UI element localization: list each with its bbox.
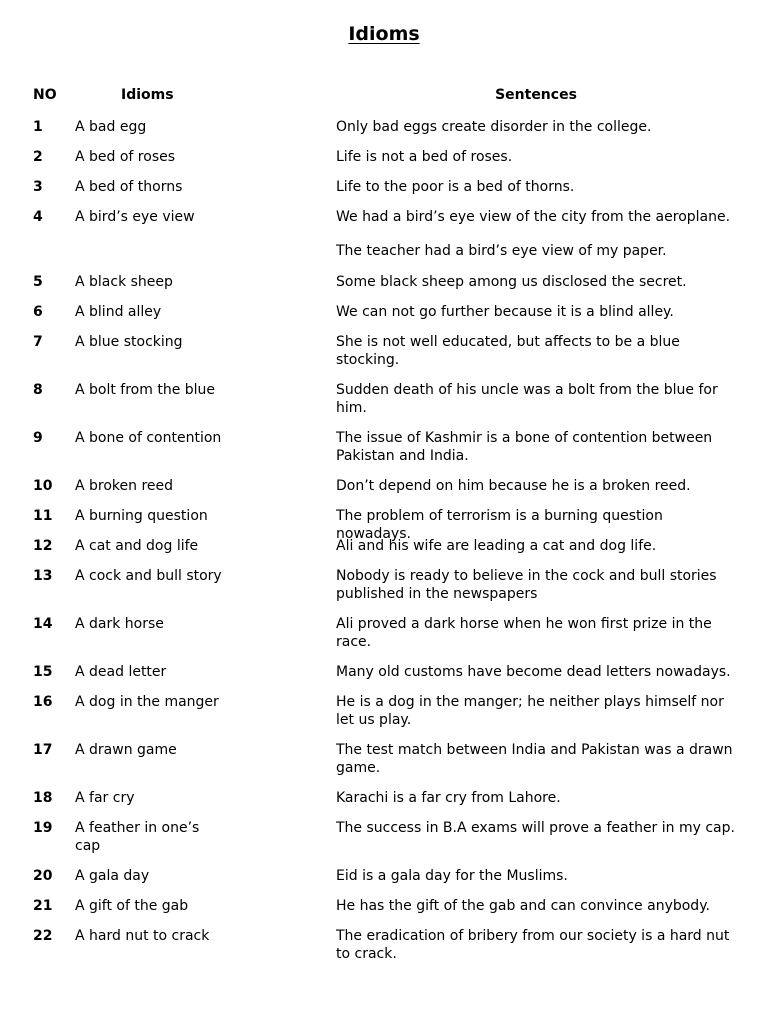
row-sentence: Many old customs have become dead letters nowadays. — [336, 664, 731, 680]
row-number: 11 — [33, 508, 53, 524]
row-sentence: The test match between India and Pakistan was a drawn game. — [336, 742, 733, 776]
row-sentence: Sudden death of his uncle was a bolt from the blue for him. — [336, 382, 718, 416]
row-number: 13 — [33, 568, 53, 584]
row-sentence: Only bad eggs create disorder in the college. — [336, 119, 652, 135]
row-idiom: A dead letter — [75, 664, 167, 680]
row-number: 1 — [33, 119, 43, 135]
row-number: 7 — [33, 334, 43, 350]
row-idiom: A bird’s eye view — [75, 209, 195, 225]
row-idiom: A feather in one’s cap — [75, 820, 200, 854]
row-number: 18 — [33, 790, 53, 806]
row-idiom: A cat and dog life — [75, 538, 199, 554]
row-idiom: A hard nut to crack — [75, 928, 210, 944]
row-number: 9 — [33, 430, 43, 446]
row-idiom: A black sheep — [75, 274, 173, 290]
row-number: 21 — [33, 898, 53, 914]
row-idiom: A bed of thorns — [75, 179, 183, 195]
row-number: 2 — [33, 149, 43, 165]
row-sentence: Nobody is ready to believe in the cock and bull stories published in the newspapers — [336, 568, 717, 602]
row-number: 20 — [33, 868, 53, 884]
row-number: 12 — [33, 538, 53, 554]
row-sentence: The problem of terrorism is a burning question nowadays. — [336, 508, 663, 542]
header-idioms: Idioms — [121, 87, 174, 103]
row-idiom: A bad egg — [75, 119, 147, 135]
row-number: 10 — [33, 478, 53, 494]
row-idiom: A blue stocking — [75, 334, 183, 350]
row-sentence: The eradication of bribery from our society is a hard nut to crack. — [336, 928, 730, 962]
row-sentence: He has the gift of the gab and can convince anybody. — [336, 898, 710, 914]
row-sentence: The issue of Kashmir is a bone of contention between Pakistan and India. — [336, 430, 713, 464]
row-idiom: A dark horse — [75, 616, 164, 632]
row-idiom: A cock and bull story — [75, 568, 222, 584]
row-sentence: Ali proved a dark horse when he won first prize in the race. — [336, 616, 712, 650]
row-idiom: A bolt from the blue — [75, 382, 216, 398]
row-sentence: He is a dog in the manger; he neither plays himself nor let us play. — [336, 694, 724, 728]
row-sentence: She is not well educated, but affects to be a blue stocking. — [336, 334, 680, 368]
row-sentence: Karachi is a far cry from Lahore. — [336, 790, 561, 806]
row-sentence: The teacher had a bird’s eye view of my paper. — [336, 243, 667, 259]
row-idiom: A drawn game — [75, 742, 177, 758]
row-idiom: A gift of the gab — [75, 898, 189, 914]
row-sentence: Don’t depend on him because he is a broken reed. — [336, 478, 691, 494]
row-number: 16 — [33, 694, 53, 710]
row-number: 22 — [33, 928, 53, 944]
row-sentence: Ali and his wife are leading a cat and dog life. — [336, 538, 657, 554]
row-sentence: Eid is a gala day for the Muslims. — [336, 868, 568, 884]
header-no: NO — [33, 87, 57, 103]
row-number: 5 — [33, 274, 43, 290]
row-idiom: A gala day — [75, 868, 150, 884]
row-number: 3 — [33, 179, 43, 195]
row-sentence: Life to the poor is a bed of thorns. — [336, 179, 575, 195]
row-idiom: A far cry — [75, 790, 135, 806]
row-number: 19 — [33, 820, 53, 836]
row-number: 4 — [33, 209, 43, 225]
row-idiom: A blind alley — [75, 304, 162, 320]
page-title: Idioms — [348, 23, 420, 45]
row-number: 17 — [33, 742, 53, 758]
row-sentence: We had a bird’s eye view of the city from the aeroplane. — [336, 209, 731, 225]
row-idiom: A burning question — [75, 508, 208, 524]
row-idiom: A bone of contention — [75, 430, 222, 446]
row-number: 15 — [33, 664, 53, 680]
header-sentences: Sentences — [495, 87, 577, 103]
row-idiom: A broken reed — [75, 478, 174, 494]
row-idiom: A bed of roses — [75, 149, 176, 165]
row-idiom: A dog in the manger — [75, 694, 219, 710]
row-sentence: Some black sheep among us disclosed the secret. — [336, 274, 687, 290]
row-sentence: Life is not a bed of roses. — [336, 149, 513, 165]
row-sentence: The success in B.A exams will prove a feather in my cap. — [336, 820, 735, 836]
row-number: 8 — [33, 382, 43, 398]
row-number: 6 — [33, 304, 43, 320]
row-sentence: We can not go further because it is a blind alley. — [336, 304, 674, 320]
row-number: 14 — [33, 616, 53, 632]
